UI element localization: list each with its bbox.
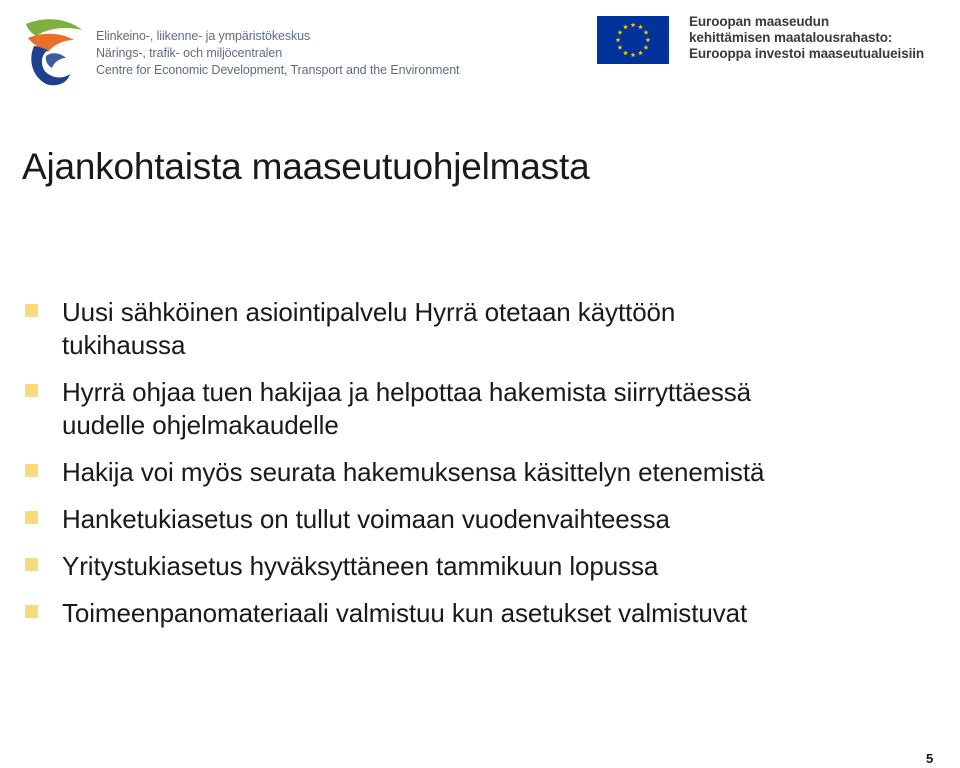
ely-name-swedish: Närings-, trafik- och miljöcentralen xyxy=(96,46,283,60)
bullet-item xyxy=(22,503,960,536)
bullet-list xyxy=(22,296,960,630)
ely-name-english: Centre for Economic Development, Transport and the Environment xyxy=(96,63,460,77)
bullet-square-icon xyxy=(25,558,38,571)
ely-name-finnish: Elinkeino-, liikenne- ja ympäristökeskus xyxy=(96,29,311,43)
bullet-square-icon xyxy=(25,605,38,618)
bullet-item xyxy=(22,597,960,630)
bullet-text: Uusi sähköinen asiointipalvelu Hyrrä otetaan käyttöön xyxy=(62,297,676,327)
slide-header xyxy=(0,0,960,100)
eu-fund-line-3: Eurooppa investoi maaseutualueisiin xyxy=(689,46,925,61)
bullet-square-icon xyxy=(25,511,38,524)
eu-fund-line-2: kehittämisen maatalousrahasto: xyxy=(689,30,893,45)
bullet-square-icon xyxy=(25,384,38,397)
bullet-text-continued: uudelle ohjelmakaudelle xyxy=(62,410,339,440)
bullet-item xyxy=(22,296,960,362)
slide-title: Ajankohtaista maaseutuohjelmasta xyxy=(22,146,590,187)
bullet-item xyxy=(22,456,960,489)
eu-fund-text xyxy=(689,14,924,62)
eu-flag-icon xyxy=(597,16,669,64)
ely-centre-logo-icon xyxy=(20,16,86,86)
bullet-text: Hanketukiasetus on tullut voimaan vuodenvaihteessa xyxy=(62,504,670,534)
bullet-item xyxy=(22,550,960,583)
ely-centre-name xyxy=(96,28,459,79)
bullet-text: Hakija voi myös seurata hakemuksensa käsittelyn etenemistä xyxy=(62,457,765,487)
bullet-text: Toimeenpanomateriaali valmistuu kun asetukset valmistuvat xyxy=(62,598,748,628)
eu-fund-line-1: Euroopan maaseudun xyxy=(689,14,829,29)
bullet-text: Yritystukiasetus hyväksyttäneen tammikuun lopussa xyxy=(62,551,659,581)
page-number: 5 xyxy=(926,751,934,766)
bullet-text: Hyrrä ohjaa tuen hakijaa ja helpottaa hakemista siirryttäessä xyxy=(62,377,752,407)
bullet-item xyxy=(22,376,960,442)
bullet-square-icon xyxy=(25,464,38,477)
bullet-square-icon xyxy=(25,304,38,317)
bullet-text-continued: tukihaussa xyxy=(62,330,186,360)
